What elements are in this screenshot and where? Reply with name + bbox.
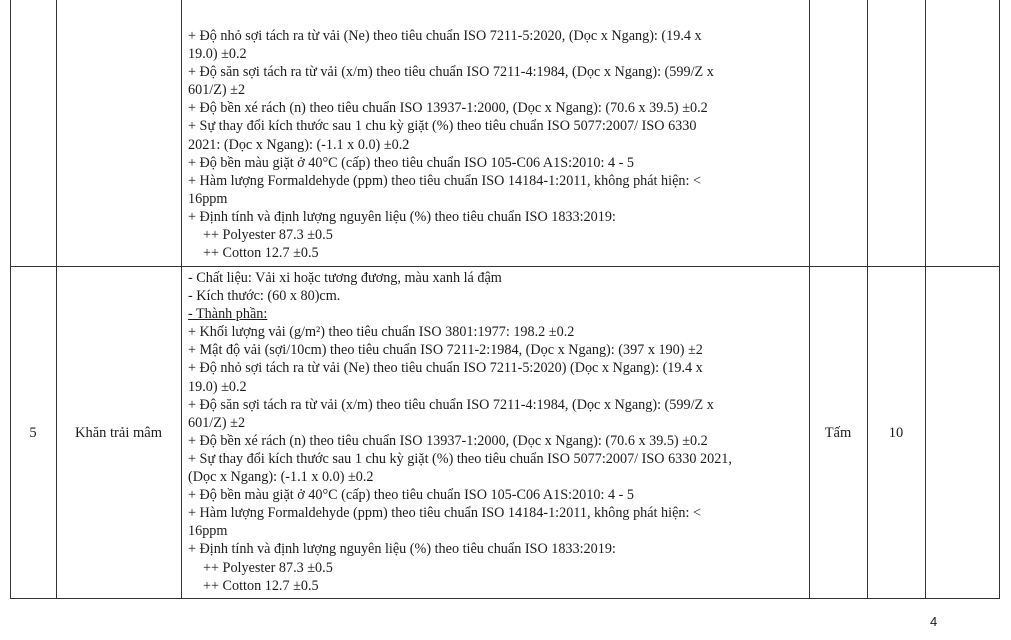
spec-line: ++ Cotton 12.7 ±0.5 xyxy=(203,245,319,262)
column-divider xyxy=(56,0,57,598)
spec-line: 19.0) ±0.2 xyxy=(188,378,247,395)
spec-line: + Sự thay đổi kích thước sau 1 chu kỳ giặt (%) theo tiêu chuẩn ISO 5077:2007/ ISO 6330 2021, xyxy=(188,450,732,467)
spec-line: - Thành phần: xyxy=(188,306,268,323)
spec-line: ++ Cotton 12.7 ±0.5 xyxy=(203,577,319,594)
spec-line: 2021: (Dọc x Ngang): (-1.1 x 0.0) ±0.2 xyxy=(188,136,410,153)
spec-line: + Độ bền xé rách (n) theo tiêu chuẩn ISO 13937-1:2000, (Dọc x Ngang): (70.6 x 39.5) ±0.2 xyxy=(188,100,708,117)
page-number: 4 xyxy=(930,614,938,629)
spec-line: + Độ săn sợi tách ra từ vải (x/m) theo tiêu chuẩn ISO 7211-4:1984, (Dọc x Ngang): (599/Z x xyxy=(188,396,714,413)
spec-line: + Hàm lượng Formaldehyde (ppm) theo tiêu chuẩn ISO 14184-1:2011, không phát hiện: < xyxy=(188,172,701,189)
spec-line: - Kích thước: (60 x 80)cm. xyxy=(188,288,341,305)
spec-line: + Hàm lượng Formaldehyde (ppm) theo tiêu chuẩn ISO 14184-1:2011, không phát hiện: < xyxy=(188,505,701,522)
spec-line: + Độ bền xé rách (n) theo tiêu chuẩn ISO 13937-1:2000, (Dọc x Ngang): (70.6 x 39.5) ±0.2 xyxy=(188,432,708,449)
row-product-name: Khăn trải mâm xyxy=(75,425,162,441)
spec-line: + Độ nhỏ sợi tách ra từ vải (Ne) theo tiêu chuẩn ISO 7211-5:2020, (Dọc x Ngang): (19.4 x xyxy=(188,28,702,44)
spec-line: 16ppm xyxy=(188,190,228,207)
spec-line: (Dọc x Ngang): (-1.1 x 0.0) ±0.2 xyxy=(188,469,374,486)
column-divider xyxy=(10,0,11,598)
spec-line: ++ Polyester 87.3 ±0.5 xyxy=(203,559,333,576)
spec-line: + Độ săn sợi tách ra từ vải (x/m) theo tiêu chuẩn ISO 7211-4:1984, (Dọc x Ngang): (599/Z x xyxy=(188,64,714,81)
spec-line: ++ Polyester 87.3 ±0.5 xyxy=(203,227,333,244)
row-divider xyxy=(10,266,999,267)
row-stt: 5 xyxy=(29,425,37,441)
spec-line: + Định tính và định lượng nguyên liệu (%) theo tiêu chuẩn ISO 1833:2019: xyxy=(188,541,616,558)
spec-line: 601/Z) ±2 xyxy=(188,82,246,99)
spec-line: 19.0) ±0.2 xyxy=(188,46,247,63)
column-divider xyxy=(809,0,810,598)
spec-line: + Độ nhỏ sợi tách ra từ vải (Ne) theo tiêu chuẩn ISO 7211-5:2020) (Dọc x Ngang): (19.4 x xyxy=(188,360,703,377)
column-divider xyxy=(181,0,182,598)
spec-line: + Khối lượng vải (g/m²) theo tiêu chuẩn ISO 3801:1977: 198.2 ±0.2 xyxy=(188,324,575,341)
spec-line: + Độ bền màu giặt ở 40°C (cấp) theo tiêu chuẩn ISO 105-C06 A1S:2010: 4 - 5 xyxy=(188,154,634,171)
row-unit: Tấm xyxy=(824,425,852,441)
spec-line: + Độ bền màu giặt ở 40°C (cấp) theo tiêu chuẩn ISO 105-C06 A1S:2010: 4 - 5 xyxy=(188,487,634,504)
spec-line: + Sự thay đổi kích thước sau 1 chu kỳ giặt (%) theo tiêu chuẩn ISO 5077:2007/ ISO 6330 xyxy=(188,118,697,135)
spec-line: + Định tính và định lượng nguyên liệu (%) theo tiêu chuẩn ISO 1833:2019: xyxy=(188,208,616,225)
spec-line: 601/Z) ±2 xyxy=(188,414,246,431)
spec-line: 16ppm xyxy=(188,523,228,540)
column-divider xyxy=(925,0,926,598)
spec-line: - Chất liệu: Vải xi hoặc tương đương, màu xanh lá đậm xyxy=(188,270,502,286)
row-quantity: 10 xyxy=(888,425,904,441)
row-description xyxy=(188,269,808,595)
column-divider xyxy=(867,0,868,598)
spec-line: + Mật độ vải (sợi/10cm) theo tiêu chuẩn ISO 7211-2:1984, (Dọc x Ngang): (397 x 190) ±2 xyxy=(188,342,703,359)
row-description xyxy=(188,27,808,262)
